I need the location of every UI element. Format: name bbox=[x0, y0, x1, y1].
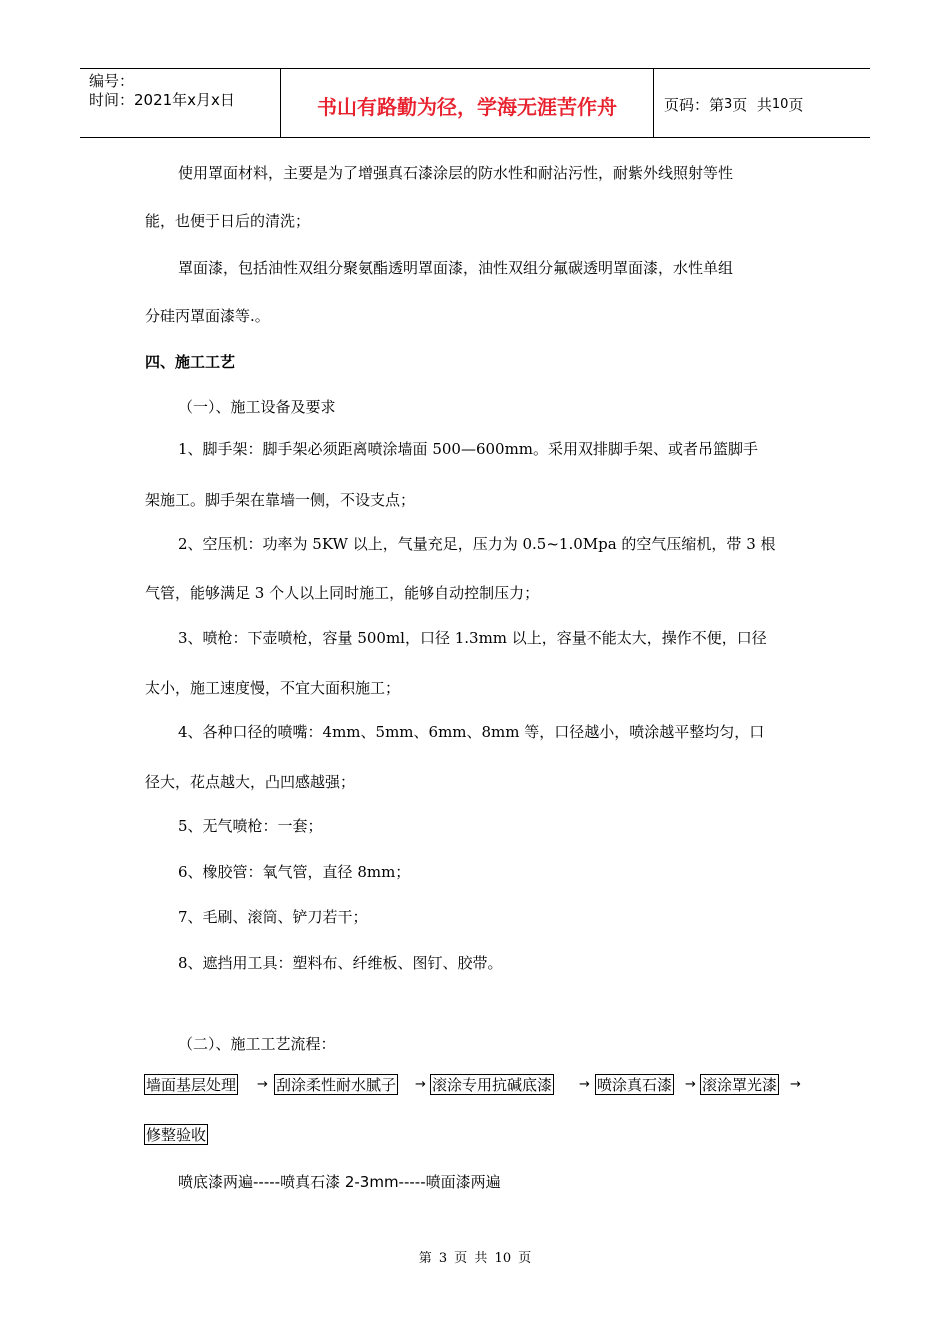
list-item-continuation: 气管，能够满足 3 个人以上同时施工，能够自动控制压力； bbox=[145, 584, 540, 602]
list-item: 3、喷枪：下壶喷枪，容量 500ml，口径 1.3mm 以上，容量不能太大，操作不便，口径 bbox=[178, 629, 767, 647]
list-item: 2、空压机：功率为 5KW 以上，气量充足，压力为 0.5~1.0Mpa 的空气压缩机，带 3 根 bbox=[178, 535, 776, 553]
list-item-continuation: 径大，花点越大，凸凹感越强； bbox=[145, 773, 356, 791]
header-meta bbox=[80, 69, 281, 137]
flow-step-primer: 滚涂专用抗碱底漆 bbox=[432, 1076, 553, 1094]
flow-step-varnish: 滚涂罩光漆 bbox=[702, 1076, 778, 1094]
date-label: 时间：2021年x月x日 bbox=[89, 91, 235, 109]
flow-arrow-icon: → bbox=[415, 1077, 426, 1092]
paragraph-line: 使用罩面材料，主要是为了增强真石漆涂层的防水性和耐沾污性，耐紫外线照射等性 bbox=[178, 164, 734, 182]
page-current: 3 bbox=[724, 96, 733, 112]
page-footer: 第 3 页 共 10 页 bbox=[418, 1251, 532, 1266]
list-item-continuation: 架施工。脚手架在靠墙一侧，不设支点； bbox=[145, 491, 416, 509]
page-suffix: 页 bbox=[788, 95, 804, 114]
list-item: 4、各种口径的喷嘴：4mm、5mm、6mm、8mm 等，口径越小，喷涂越平整均匀，口 bbox=[178, 723, 765, 741]
list-item-continuation: 太小，施工速度慢，不宜大面积施工； bbox=[145, 679, 401, 697]
list-item: 6、橡胶管：氧气管，直径 8mm； bbox=[178, 863, 411, 881]
flow-step-putty: 刮涂柔性耐水腻子 bbox=[276, 1076, 397, 1094]
list-item: 7、毛刷、滚筒、铲刀若干； bbox=[178, 908, 368, 926]
header-motto: 书山有路勤为径，学海无涯苦作舟 bbox=[281, 69, 654, 137]
list-item: 8、遮挡用工具：塑料布、纤维板、图钉、胶带。 bbox=[178, 954, 503, 972]
paragraph-line: 能，也便于日后的清洗； bbox=[145, 212, 311, 230]
document-header bbox=[80, 68, 870, 138]
paragraph-line: 罩面漆，包括油性双组分聚氨酯透明罩面漆，油性双组分氟碳透明罩面漆，水性单组 bbox=[178, 259, 734, 277]
list-item: 5、无气喷枪：一套； bbox=[178, 817, 323, 835]
subsection-heading: （一）、施工设备及要求 bbox=[178, 398, 336, 416]
page-total: 10 bbox=[771, 96, 789, 112]
page-middle: 页 共 bbox=[732, 95, 772, 114]
flow-arrow-icon: → bbox=[685, 1077, 696, 1092]
flow-step-stone-paint: 喷涂真石漆 bbox=[597, 1076, 673, 1094]
subsection-heading: （二）、施工工艺流程： bbox=[178, 1035, 336, 1053]
flow-arrow-icon: → bbox=[257, 1077, 268, 1092]
section-heading: 四、施工工艺 bbox=[145, 353, 236, 371]
header-page-info bbox=[654, 69, 870, 137]
page-prefix: 页码：第 bbox=[664, 95, 725, 114]
paragraph-line: 分硅丙罩面漆等.。 bbox=[145, 307, 270, 325]
flow-arrow-icon: → bbox=[790, 1077, 801, 1092]
list-item: 1、脚手架：脚手架必须距离喷涂墙面 500—600mm。采用双排脚手架、或者吊篮脚手 bbox=[178, 440, 759, 458]
process-summary: 喷底漆两遍-----喷真石漆 2-3mm-----喷面漆两遍 bbox=[178, 1173, 501, 1191]
flow-step-base-treatment: 墙面基层处理 bbox=[146, 1076, 237, 1094]
number-label: 编号： bbox=[89, 72, 135, 90]
flow-arrow-icon: → bbox=[579, 1077, 590, 1092]
flow-step-acceptance: 修整验收 bbox=[146, 1126, 207, 1144]
